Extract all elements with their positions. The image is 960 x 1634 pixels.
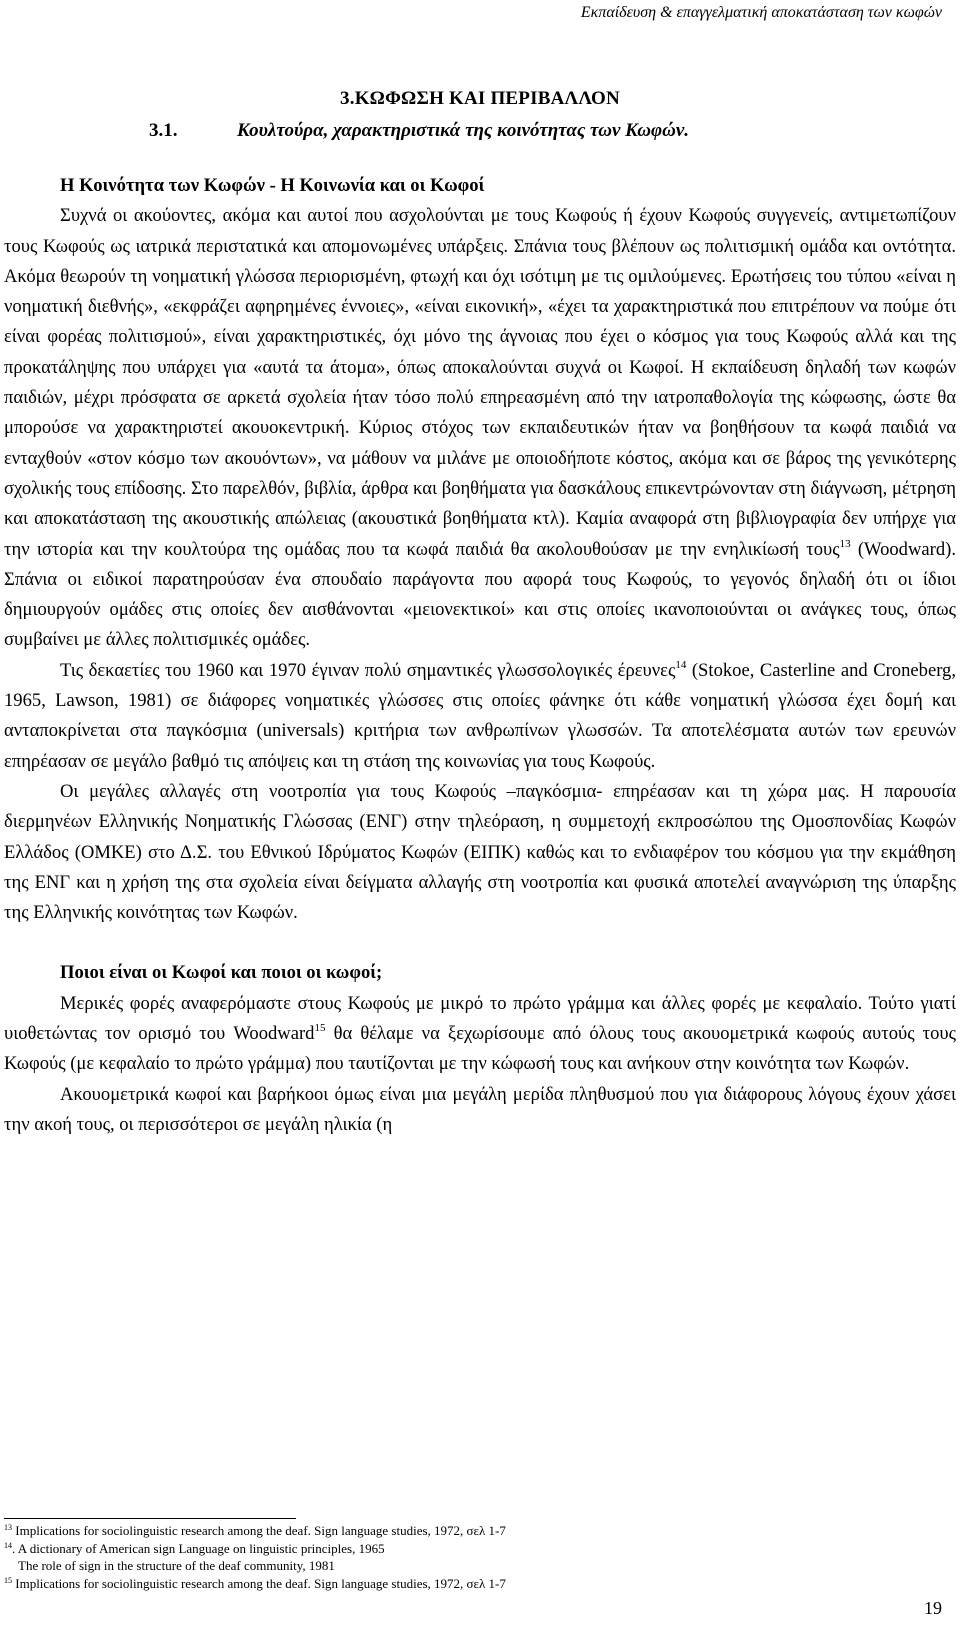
paragraph-4-text: Μερικές φορές αναφερόμαστε στους Κωφούς με μικρό το πρώτο γράμμα και άλλες φορές με κεφαλαίο. Τούτο γιατί υιοθετώντας τον ορισμό του Woodward (4, 992, 956, 1045)
footnote-separator (4, 1518, 296, 1519)
section-number: 3.1. (149, 120, 178, 141)
paragraph-5: Ακουομετρικά κωφοί και βαρήκοοι όμως είναι μια μεγάλη μερίδα πληθυσμού που για διάφορους λόγους έχουν χάσει την ακοή τους, οι περισσότεροι σε μεγάλη ηλικία (η (4, 1083, 956, 1135)
section-title-text: Κουλτούρα, χαρακτηριστικά της κοινότητας των Κωφών. (237, 120, 690, 141)
body-text (4, 171, 956, 1140)
paragraph-1 (4, 201, 956, 655)
paragraph-2-text-cont: (Stokoe, Casterline and Croneberg, 1965, Lawson, 1981) σε διάφορες νοηματικές γλώσσες στις οποίες φάνηκε ότι κάθε νοηματική γλώσσα έχει δομή και ανταποκρίνεται στα παγκόσμια (universals) κριτήρια των ανθρωπίνων γλωσσών. Τα αποτελέσματα αυτών των ερευνών επηρέασαν σε μεγάλο βαθμό τις απόψεις και τη στάση της κοινωνίας για τους Κωφούς. (4, 659, 956, 772)
paragraph-4-text-cont: θα θέλαμε να ξεχωρίσουμε από όλους τους ακουομετρικά κωφούς αυτούς τους Κωφούς (με κεφαλαίο το πρώτο γράμμα) που ταυτίζονται με την κώφωσή τους και ανήκουν στην κοινότητα των Κωφών. (4, 1023, 956, 1075)
footnote-15-text: Implications for sociolinguistic research among the deaf. Sign language studies, 1972, σελ 1-7 (12, 1575, 506, 1591)
section-title (149, 120, 689, 142)
running-header: Εκπαίδευση & επαγγελματική αποκατάσταση των κωφών (580, 4, 942, 21)
footnote-13-text: Implications for sociolinguistic research among the deaf. Sign language studies, 1972, σελ 1-7 (12, 1523, 506, 1538)
footnote-ref-13: 13 (839, 537, 851, 550)
footnote-ref-14: 14 (675, 658, 687, 671)
footnote-14 (4, 1540, 904, 1558)
paragraph-4 (4, 989, 956, 1080)
footnote-13-number: 13 (4, 1523, 12, 1532)
footnote-13 (4, 1522, 904, 1540)
footnotes (4, 1522, 904, 1592)
paragraph-2-text: Τις δεκαετίες του 1960 και 1970 έγιναν πολύ σημαντικές γλωσσολογικές έρευνες (60, 659, 676, 681)
footnote-14-text: . A dictionary of American sign Language on linguistic principles, 1965 (12, 1540, 385, 1556)
paragraph-1-text-cont: (Woodward). Σπάνια οι ειδικοί παρατηρούσαν ένα σπουδαίο παράγοντα που αφορά τους Κωφούς, το γεγονός δηλαδή ότι οι ίδιοι δημιουργούν ομάδες στις οποίες δεν αισθάνονται «μειονεκτικοί» και στις οποίες ικανοποιούνται οι ανάγκες τους, όπως συμβαίνει με άλλες πολιτισμικές ομάδες. (4, 538, 956, 651)
paragraph-1-text: Συχνά οι ακούοντες, ακόμα και αυτοί που ασχολούνται με τους Κωφούς ή έχουν Κωφούς συγγενείς, αντιμετωπίζουν τους Κωφούς ως ιατρικά περιστατικά και απομονωμένες υπάρξεις. Σπάνια τους βλέπουν ως πολιτισμική ομάδα και οντότητα. Ακόμα θεωρούν τη νοηματική γλώσσα περιορισμένη, φτωχή και όχι ισότιμη με τις ομιλούμενες. Ερωτήσεις του τύπου «είναι η νοηματική διεθνής», «εκφράζει αφηρημένες έννοιες», «είναι εικονική», «έχει τα χαρακτηριστικά που επιτρέπουν να πούμε ότι είναι φορέας πολιτισμού», είναι χαρακτηριστικές, όχι μόνο της άγνοιας που έχει ο κόσμος για τους Κωφούς αλλά και της προκατάληψης που υπάρχει για «αυτά τα άτομα», όπως αποκαλούνται συχνά οι Κωφοί. Η εκπαίδευση δηλαδή των κωφών παιδιών, μέχρι πρόσφατα σε αρκετά σχολεία ήταν τόσο πολύ επηρεασμένη από την ιατροπαθολογία της κώφωσης, ώστε θα μπορούσε να χαρακτηριστεί ακουοκεντρική. Κύριος στόχος των εκπαιδευτικών ήταν να βοηθήσουν τα κωφά παιδιά να ενταχθούν «στον κόσμο των ακουόντων», να μάθουν να μιλάνε με οποιοδήποτε κόστος, ακόμα και σε βάρος της γενικότερης σχολικής τους επίδοσης. Στο παρελθόν, βιβλία, άρθρα και βοηθήματα για δασκάλους επικεντρώνονταν στη διάγνωση, μέτρηση και αποκατάσταση της ακουστικής απώλειας (ακουστικά βοηθήματα κτλ). Καμία αναφορά στη βιβλιογραφία δεν υπήρχε για την ιστορία και την κουλτούρα της ομάδας που τα κωφά παιδιά θα ακολουθούσαν με την ενηλικίωσή τους (4, 205, 956, 560)
footnote-15 (4, 1575, 904, 1593)
chapter-title: 3.ΚΩΦΩΣΗ ΚΑΙ ΠΕΡΙΒΑΛΛΟΝ (340, 88, 620, 109)
footnote-15-number: 15 (4, 1575, 12, 1585)
subheading-deaf-community: Η Κοινότητα των Κωφών - Η Κοινωνία και οι Κωφοί (60, 175, 485, 196)
page-number: 19 (924, 1598, 942, 1618)
footnote-14-number: 14 (4, 1540, 12, 1550)
footnote-ref-15: 15 (314, 1022, 326, 1035)
subheading-who-are-deaf: Ποιοι είναι οι Κωφοί και ποιοι οι κωφοί; (60, 962, 383, 984)
paragraph-3: Οι μεγάλες αλλαγές στη νοοτροπία για τους Κωφούς –παγκόσμια- επηρέασαν και τη χώρα μας. Η παρουσία διερμηνέων Ελληνικής Νοηματικής Γλώσσας (ΕΝΓ) στην τηλεόραση, η συμμετοχή εκπροσώπου της Ομοσπονδίας Κωφών Ελλάδος (ΟΜΚΕ) στο Δ.Σ. του Εθνικού Ιδρύματος Κωφών (ΕΙΠΚ) καθώς και το ενδιαφέρον του κόσμου για την εκμάθηση της ΕΝΓ και η χρήση της στα σχολεία είναι δείγματα αλλαγής στη νοοτροπία και φυσικά αποτελεί αναγνώριση της ύπαρξης της Ελληνικής κοινότητας των Κωφών. (4, 780, 956, 924)
footnote-14-continuation: The role of sign in the structure of the deaf community, 1981 (18, 1558, 335, 1573)
paragraph-2 (4, 656, 956, 777)
